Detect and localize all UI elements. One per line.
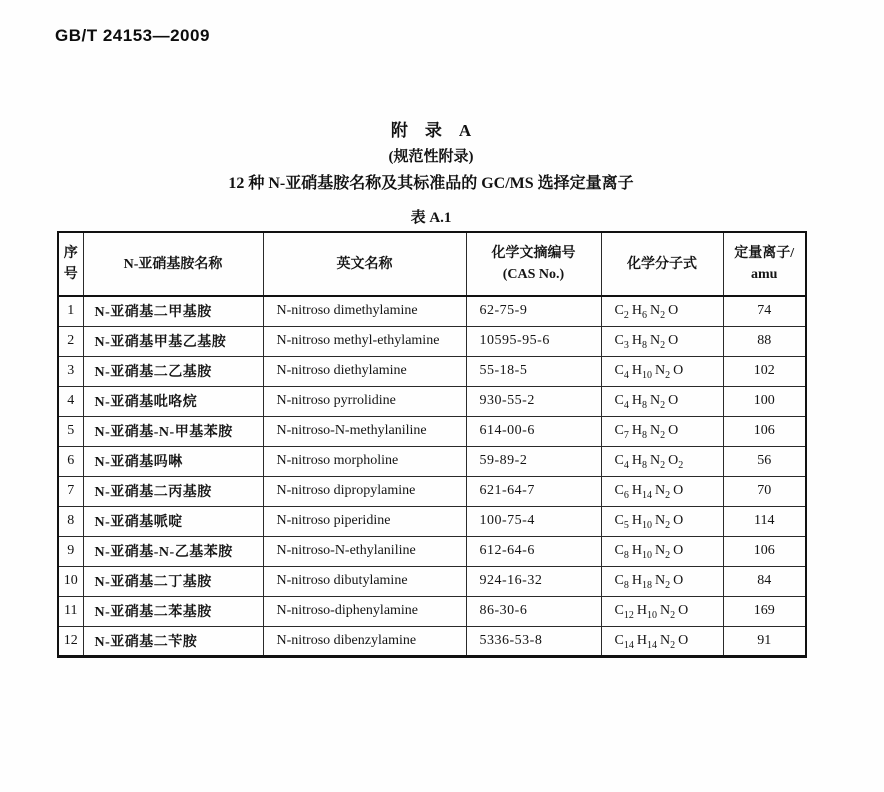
header-ion-line2: amu	[751, 267, 778, 282]
cn-name: N-亚硝基二丙基胺	[83, 476, 263, 506]
table-row	[58, 626, 806, 656]
header-ion-line1: 定量离子/	[734, 246, 795, 261]
quant-ion: 100	[723, 386, 806, 416]
section-title: 12 种 N-亚硝基胺名称及其标准品的 GC/MS 选择定量离子	[228, 175, 634, 192]
cas-number: 930-55-2	[466, 386, 601, 416]
quant-ion: 106	[723, 416, 806, 446]
header-cas-line1: 化学文摘编号	[491, 246, 576, 261]
row-index: 7	[58, 476, 83, 506]
quant-ion: 102	[723, 356, 806, 386]
quant-ion: 91	[723, 626, 806, 656]
cn-name: N-亚硝基-N-乙基苯胺	[83, 536, 263, 566]
quant-ion: 84	[723, 566, 806, 596]
en-name: N-nitroso methyl-ethylamine	[263, 326, 466, 356]
table-row	[58, 356, 806, 386]
cn-name: N-亚硝基二甲基胺	[83, 296, 263, 326]
table-row	[58, 326, 806, 356]
header-cn-name: N-亚硝基胺名称	[83, 232, 263, 296]
standard-number: GB/T 24153—2009	[55, 26, 210, 45]
cn-name: N-亚硝基二苄胺	[83, 626, 263, 656]
row-index: 6	[58, 446, 83, 476]
table-row	[58, 566, 806, 596]
header-index	[58, 232, 83, 296]
header-en-name: 英文名称	[263, 232, 466, 296]
en-name: N-nitroso-N-methylaniline	[263, 416, 466, 446]
cas-number: 59-89-2	[466, 446, 601, 476]
cn-name: N-亚硝基甲基乙基胺	[83, 326, 263, 356]
quant-ion: 74	[723, 296, 806, 326]
quant-ion: 56	[723, 446, 806, 476]
table-row	[58, 446, 806, 476]
quant-ion: 169	[723, 596, 806, 626]
cas-number: 10595-95-6	[466, 326, 601, 356]
chemical-formula: $C_5$ $H_{10}$ $N_2$ O	[601, 506, 723, 536]
cas-number: 86-30-6	[466, 596, 601, 626]
header-index-line1: 序	[63, 246, 78, 261]
en-name: N-nitroso-N-ethylaniline	[263, 536, 466, 566]
header-formula: 化学分子式	[601, 232, 723, 296]
chemical-formula: $C_4$ $H_8$ $N_2$ $O_2$	[601, 446, 723, 476]
chemical-formula: $C_4$ $H_8$ $N_2$ O	[601, 386, 723, 416]
chemical-formula: $C_3$ $H_8$ $N_2$ O	[601, 326, 723, 356]
en-name: N-nitroso morpholine	[263, 446, 466, 476]
table-row	[58, 596, 806, 626]
quant-ion: 106	[723, 536, 806, 566]
row-index: 9	[58, 536, 83, 566]
table-row	[58, 506, 806, 536]
en-name: N-nitroso diethylamine	[263, 356, 466, 386]
row-index: 11	[58, 596, 83, 626]
cn-name: N-亚硝基吡咯烷	[83, 386, 263, 416]
quant-ion: 70	[723, 476, 806, 506]
chemical-formula: $C_{14}$ $H_{14}$ $N_2$ O	[601, 626, 723, 656]
quant-ion: 114	[723, 506, 806, 536]
header-index-line2: 号	[63, 267, 78, 282]
table-caption: 表 A.1	[410, 210, 452, 226]
cn-name: N-亚硝基哌啶	[83, 506, 263, 536]
chemical-formula: $C_8$ $H_{18}$ $N_2$ O	[601, 566, 723, 596]
row-index: 3	[58, 356, 83, 386]
header-ion	[723, 232, 806, 296]
chemical-formula: $C_6$ $H_{14}$ $N_2$ O	[601, 476, 723, 506]
row-index: 10	[58, 566, 83, 596]
cas-number: 612-64-6	[466, 536, 601, 566]
cn-name: N-亚硝基二丁基胺	[83, 566, 263, 596]
table-row	[58, 296, 806, 326]
en-name: N-nitroso dimethylamine	[263, 296, 466, 326]
cn-name: N-亚硝基吗啉	[83, 446, 263, 476]
cas-number: 100-75-4	[466, 506, 601, 536]
quant-ion: 88	[723, 326, 806, 356]
header-cas	[466, 232, 601, 296]
chemical-formula: $C_7$ $H_8$ $N_2$ O	[601, 416, 723, 446]
nitrosamine-table	[57, 231, 807, 658]
cn-name: N-亚硝基-N-甲基苯胺	[83, 416, 263, 446]
appendix-subtitle: (规范性附录)	[388, 149, 474, 165]
cas-number: 55-18-5	[466, 356, 601, 386]
en-name: N-nitroso-diphenylamine	[263, 596, 466, 626]
table-row	[58, 476, 806, 506]
table-header-row	[58, 232, 806, 296]
cn-name: N-亚硝基二乙基胺	[83, 356, 263, 386]
chemical-formula: $C_2$ $H_6$ $N_2$ O	[601, 296, 723, 326]
row-index: 8	[58, 506, 83, 536]
cas-number: 924-16-32	[466, 566, 601, 596]
row-index: 1	[58, 296, 83, 326]
cas-number: 614-00-6	[466, 416, 601, 446]
table-row	[58, 536, 806, 566]
row-index: 5	[58, 416, 83, 446]
row-index: 4	[58, 386, 83, 416]
table-row	[58, 416, 806, 446]
en-name: N-nitroso dibutylamine	[263, 566, 466, 596]
table-body	[58, 296, 806, 656]
table-row	[58, 386, 806, 416]
en-name: N-nitroso piperidine	[263, 506, 466, 536]
row-index: 2	[58, 326, 83, 356]
cn-name: N-亚硝基二苯基胺	[83, 596, 263, 626]
row-index: 12	[58, 626, 83, 656]
en-name: N-nitroso dibenzylamine	[263, 626, 466, 656]
cas-number: 62-75-9	[466, 296, 601, 326]
en-name: N-nitroso dipropylamine	[263, 476, 466, 506]
chemical-formula: $C_4$ $H_{10}$ $N_2$ O	[601, 356, 723, 386]
chemical-formula: $C_8$ $H_{10}$ $N_2$ O	[601, 536, 723, 566]
appendix-title: 附 录 A	[390, 121, 472, 140]
header-cas-line2: (CAS No.)	[502, 267, 565, 282]
cas-number: 5336-53-8	[466, 626, 601, 656]
chemical-formula: $C_{12}$ $H_{10}$ $N_2$ O	[601, 596, 723, 626]
cas-number: 621-64-7	[466, 476, 601, 506]
en-name: N-nitroso pyrrolidine	[263, 386, 466, 416]
